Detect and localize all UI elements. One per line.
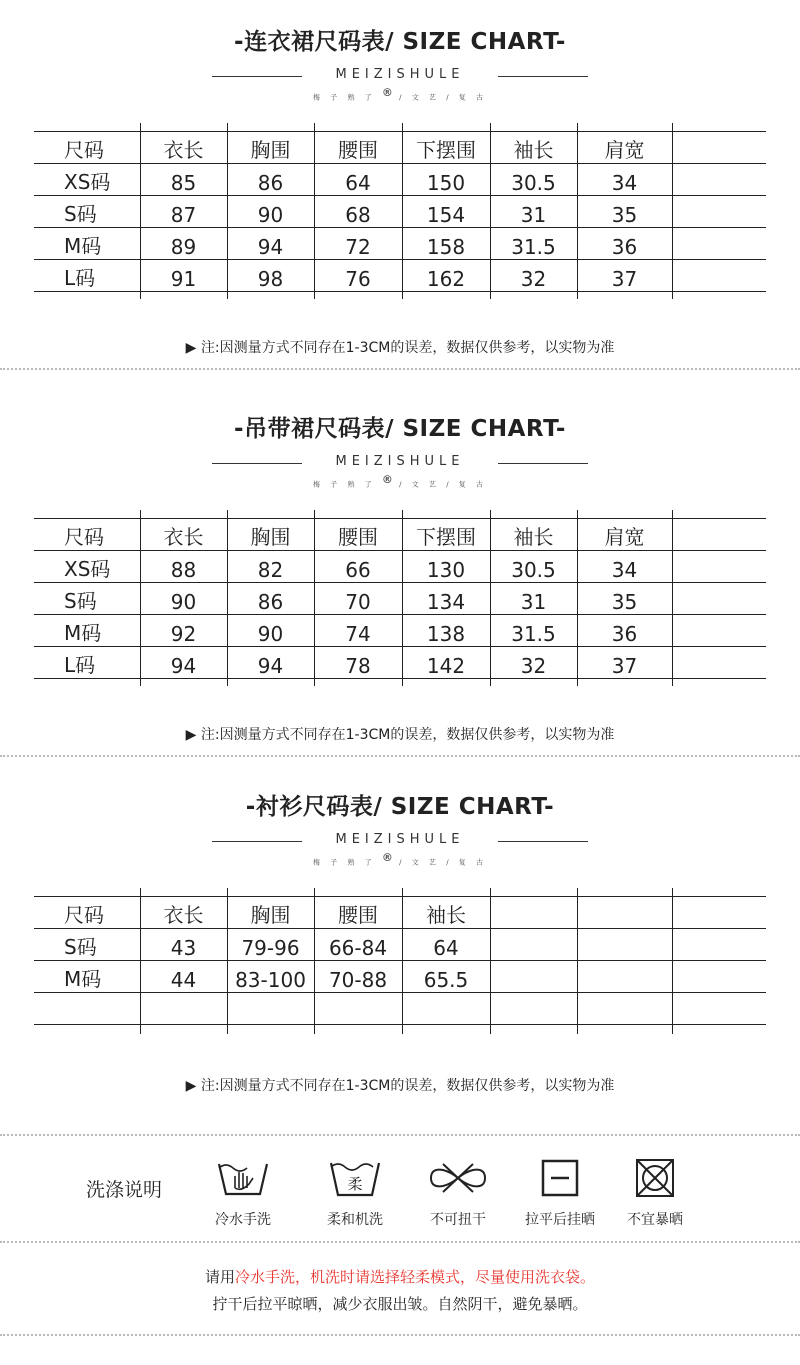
brand-tagline: 梅 子 熟 了 ® / 文 艺 / 复 古 — [313, 86, 487, 102]
tip-prefix: 请用 — [204, 1268, 235, 1286]
table-cell: 94 — [227, 228, 314, 260]
care-tip-line-1 — [0, 1266, 800, 1287]
size-table-slip-dress — [34, 518, 766, 679]
table-cell — [672, 583, 766, 615]
table-cell: 64 — [402, 929, 490, 961]
table-cell — [672, 164, 766, 196]
table-cell — [672, 615, 766, 647]
table-cell: 91 — [140, 260, 227, 292]
table-cell: 79-96 — [227, 929, 314, 961]
care-item-gentle-wash — [310, 1156, 400, 1229]
table-cell: 31.5 — [490, 228, 577, 260]
table-cell — [672, 647, 766, 679]
column-rule — [314, 510, 315, 686]
header-cell: 袖长 — [402, 897, 490, 929]
care-label: 拉平后挂晒 — [525, 1212, 595, 1228]
header-cell: 腰围 — [314, 897, 402, 929]
size-table-dress — [34, 131, 766, 292]
no-sun-dry-icon — [610, 1156, 700, 1200]
care-item-hand-wash — [198, 1156, 288, 1229]
dotted-divider — [0, 1134, 800, 1136]
table-cell: 83-100 — [227, 961, 314, 993]
gentle-wash-glyph: 柔 — [347, 1175, 363, 1193]
table-cell: 31.5 — [490, 615, 577, 647]
table-cell: M码 — [34, 615, 140, 647]
table-cell: 158 — [402, 228, 490, 260]
table-cell: 68 — [314, 196, 402, 228]
table-cell — [314, 993, 402, 1025]
table-row — [34, 196, 766, 228]
table-row — [34, 260, 766, 292]
table-cell: 37 — [577, 647, 672, 679]
table-cell — [672, 961, 766, 993]
dotted-divider — [0, 755, 800, 757]
table-cell: 66-84 — [314, 929, 402, 961]
table-cell: 32 — [490, 260, 577, 292]
table-cell — [672, 551, 766, 583]
table-cell: 34 — [577, 164, 672, 196]
column-rule — [314, 888, 315, 1034]
header-cell: 肩宽 — [577, 132, 672, 164]
column-rule — [577, 510, 578, 686]
no-wring-icon — [413, 1156, 503, 1200]
table-row — [34, 551, 766, 583]
column-rule — [140, 888, 141, 1034]
table-cell: S码 — [34, 196, 140, 228]
column-rule — [672, 888, 673, 1034]
table-cell — [672, 260, 766, 292]
header-cell — [490, 897, 577, 929]
table-cell: 89 — [140, 228, 227, 260]
care-tip-line-2: 拧干后拉平晾晒，减少衣服出皱。自然阴干，避免暴晒。 — [212, 1295, 588, 1313]
table-cell: 154 — [402, 196, 490, 228]
table-cell — [577, 929, 672, 961]
column-rule — [227, 510, 228, 686]
table-cell — [490, 929, 577, 961]
brand-tagline: 梅 子 熟 了 ® / 文 艺 / 复 古 — [313, 473, 487, 489]
table-header-row — [34, 897, 766, 929]
column-rule — [577, 123, 578, 299]
table-cell: L码 — [34, 647, 140, 679]
table-cell — [672, 196, 766, 228]
column-rule — [490, 888, 491, 1034]
section-3-title: -衬衫尺码表/ SIZE CHART- — [245, 794, 555, 820]
table-header-row — [34, 132, 766, 164]
table-cell: 98 — [227, 260, 314, 292]
header-cell: 胸围 — [227, 519, 314, 551]
table-cell: 36 — [577, 228, 672, 260]
table-cell: 31 — [490, 583, 577, 615]
header-cell — [672, 132, 766, 164]
table-cell: 138 — [402, 615, 490, 647]
table-cell — [672, 228, 766, 260]
column-rule — [490, 510, 491, 686]
column-rule — [402, 123, 403, 299]
dry-flat-icon — [515, 1156, 605, 1200]
brand-tagline: 梅 子 熟 了 ® / 文 艺 / 复 古 — [313, 851, 487, 867]
table-row — [34, 929, 766, 961]
brand-name: MEIZISHULE — [335, 67, 465, 82]
table-cell: 65.5 — [402, 961, 490, 993]
table-cell: 30.5 — [490, 551, 577, 583]
table-cell: L码 — [34, 260, 140, 292]
table-cell: 36 — [577, 615, 672, 647]
care-item-no-wring — [413, 1156, 503, 1229]
table-cell — [140, 993, 227, 1025]
table-cell: 130 — [402, 551, 490, 583]
care-label: 柔和机洗 — [327, 1212, 383, 1228]
header-cell: 衣长 — [140, 897, 227, 929]
header-cell: 尺码 — [34, 132, 140, 164]
header-cell: 胸围 — [227, 897, 314, 929]
table-cell: 86 — [227, 164, 314, 196]
table-cell — [577, 961, 672, 993]
hand-wash-icon — [198, 1156, 288, 1200]
table-cell — [490, 993, 577, 1025]
dotted-divider — [0, 368, 800, 370]
table-cell: 134 — [402, 583, 490, 615]
table-cell: 35 — [577, 196, 672, 228]
header-cell: 下摆围 — [402, 519, 490, 551]
table-cell: XS码 — [34, 164, 140, 196]
table-row — [34, 993, 766, 1025]
table-cell: 82 — [227, 551, 314, 583]
brand-name: MEIZISHULE — [335, 832, 465, 847]
header-cell — [577, 897, 672, 929]
table-cell: 90 — [227, 615, 314, 647]
table-row — [34, 647, 766, 679]
header-cell: 尺码 — [34, 519, 140, 551]
measurement-note: ▶ 注:因测量方式不同存在1-3CM的误差，数据仅供参考，以实物为准 — [185, 340, 615, 356]
table-cell: M码 — [34, 961, 140, 993]
table-row — [34, 228, 766, 260]
table-cell: 162 — [402, 260, 490, 292]
table-cell: 43 — [140, 929, 227, 961]
measurement-note: ▶ 注:因测量方式不同存在1-3CM的误差，数据仅供参考，以实物为准 — [185, 1078, 615, 1094]
header-cell: 胸围 — [227, 132, 314, 164]
table-cell: 142 — [402, 647, 490, 679]
table-cell: 85 — [140, 164, 227, 196]
table-cell: S码 — [34, 929, 140, 961]
header-cell: 尺码 — [34, 897, 140, 929]
table-cell: 30.5 — [490, 164, 577, 196]
column-rule — [577, 888, 578, 1034]
column-rule — [402, 888, 403, 1034]
table-cell: S码 — [34, 583, 140, 615]
tip-highlight: 冷水手洗，机洗时请选择轻柔模式，尽量使用洗衣袋。 — [235, 1268, 596, 1286]
table-row — [34, 615, 766, 647]
table-row — [34, 961, 766, 993]
column-rule — [227, 888, 228, 1034]
column-rule — [402, 510, 403, 686]
care-label: 不宜暴晒 — [627, 1212, 683, 1228]
table-cell: M码 — [34, 228, 140, 260]
table-cell: 76 — [314, 260, 402, 292]
table-cell: XS码 — [34, 551, 140, 583]
table-cell: 37 — [577, 260, 672, 292]
gentle-wash-icon — [310, 1156, 400, 1200]
table-cell: 32 — [490, 647, 577, 679]
table-cell: 87 — [140, 196, 227, 228]
section-1-title: -连衣裙尺码表/ SIZE CHART- — [234, 29, 566, 55]
size-table-shirt — [34, 896, 766, 1025]
section-2-title: -吊带裙尺码表/ SIZE CHART- — [234, 416, 566, 442]
table-cell: 78 — [314, 647, 402, 679]
column-rule — [672, 123, 673, 299]
table-cell: 34 — [577, 551, 672, 583]
table-cell: 66 — [314, 551, 402, 583]
table-cell: 94 — [140, 647, 227, 679]
table-cell: 70-88 — [314, 961, 402, 993]
table-cell: 86 — [227, 583, 314, 615]
header-cell: 腰围 — [314, 519, 402, 551]
table-cell — [227, 993, 314, 1025]
header-cell — [672, 897, 766, 929]
table-cell: 150 — [402, 164, 490, 196]
table-cell: 31 — [490, 196, 577, 228]
column-rule — [140, 123, 141, 299]
care-label: 冷水手洗 — [215, 1212, 271, 1228]
table-cell — [402, 993, 490, 1025]
table-cell: 90 — [227, 196, 314, 228]
dotted-divider — [0, 1241, 800, 1243]
column-rule — [227, 123, 228, 299]
table-cell: 64 — [314, 164, 402, 196]
table-cell: 72 — [314, 228, 402, 260]
table-cell — [672, 929, 766, 961]
header-cell: 衣长 — [140, 519, 227, 551]
header-cell: 腰围 — [314, 132, 402, 164]
care-item-dry-flat — [515, 1156, 605, 1229]
column-rule — [672, 510, 673, 686]
header-cell: 衣长 — [140, 132, 227, 164]
table-cell — [577, 993, 672, 1025]
brand-name: MEIZISHULE — [335, 454, 465, 469]
table-cell — [34, 993, 140, 1025]
dotted-divider — [0, 1334, 800, 1336]
table-row — [34, 164, 766, 196]
table-cell: 88 — [140, 551, 227, 583]
care-item-no-sun-dry — [610, 1156, 700, 1229]
table-cell: 90 — [140, 583, 227, 615]
header-cell: 袖长 — [490, 519, 577, 551]
care-label: 不可扭干 — [430, 1212, 486, 1228]
table-header-row — [34, 519, 766, 551]
table-cell — [672, 993, 766, 1025]
table-row — [34, 583, 766, 615]
table-cell: 70 — [314, 583, 402, 615]
column-rule — [140, 510, 141, 686]
measurement-note: ▶ 注:因测量方式不同存在1-3CM的误差，数据仅供参考，以实物为准 — [185, 727, 615, 743]
care-title: 洗涤说明 — [86, 1179, 163, 1201]
table-cell: 35 — [577, 583, 672, 615]
header-cell — [672, 519, 766, 551]
header-cell: 肩宽 — [577, 519, 672, 551]
column-rule — [490, 123, 491, 299]
table-cell: 44 — [140, 961, 227, 993]
table-cell: 94 — [227, 647, 314, 679]
header-cell: 袖长 — [490, 132, 577, 164]
column-rule — [314, 123, 315, 299]
table-cell — [490, 961, 577, 993]
table-cell: 74 — [314, 615, 402, 647]
header-cell: 下摆围 — [402, 132, 490, 164]
table-cell: 92 — [140, 615, 227, 647]
